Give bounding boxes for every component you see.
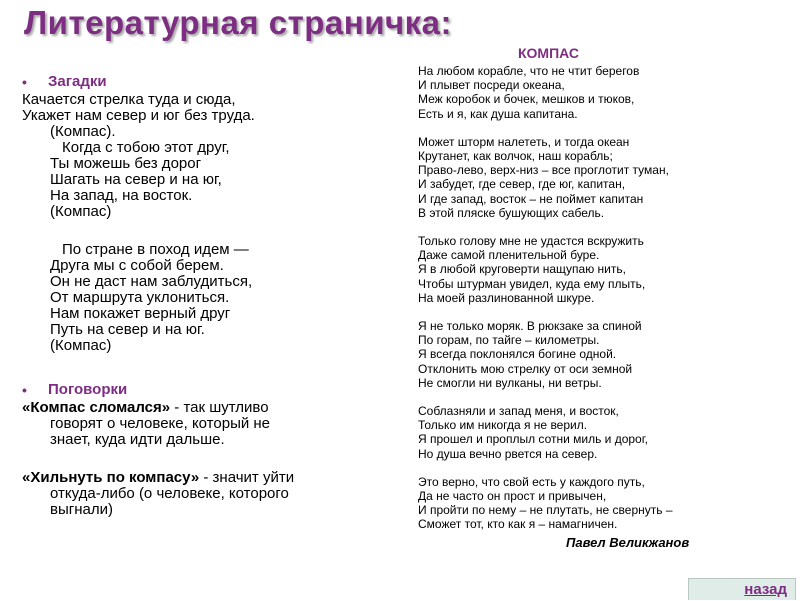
poem-line: На моей разлинованной шкуре. — [418, 290, 595, 305]
poem-line: Только им никогда я не верил. — [418, 418, 588, 433]
poem-line: На любом корабле, что не чтит берегов — [418, 64, 640, 78]
poem-line: Отклонить мою стрелку от оси земной — [418, 361, 633, 376]
saying-1 — [22, 400, 362, 448]
poem-title: КОМПАС — [518, 45, 580, 61]
riddle-line: Он не даст нам заблудиться, — [50, 273, 253, 290]
riddle-2 — [22, 140, 362, 220]
poem — [418, 46, 798, 550]
poem-line: Да не часто он прост и привычен, — [418, 489, 607, 504]
riddle-line: На запад, на восток. — [50, 187, 193, 204]
poem-author: Павел Великжанов — [566, 534, 690, 550]
left-column — [22, 72, 362, 518]
poem-line: По горам, по тайге – километры. — [418, 333, 600, 348]
poem-line: Право-лево, верх-низ – все проглотит туман, — [418, 163, 669, 178]
poem-line: Чтобы штурман увидел, куда ему плыть, — [418, 276, 646, 291]
poem-line: Меж коробок и бочек, мешков и тюков, — [418, 92, 635, 107]
riddle-line: Друга мы с собой берем. — [50, 257, 224, 274]
back-button[interactable]: назад — [688, 578, 796, 600]
poem-line: Есть и я, как душа капитана. — [418, 106, 578, 121]
riddle-line: Ты можешь без дорог — [50, 155, 202, 172]
poem-line: Сможет тот, кто как я – намагничен. — [418, 517, 618, 532]
saying-text: - значит уйти — [199, 469, 295, 486]
riddle-answer: (Компас) — [50, 337, 112, 354]
riddle-line: Укажет нам север и юг без труда. — [22, 107, 255, 124]
saying-text: - так шутливо — [170, 399, 269, 416]
page-title: Литературная страничка: — [24, 4, 452, 41]
poem-line: Крутанет, как волчок, наш корабль; — [418, 149, 613, 164]
saying-phrase: «Компас сломался» — [22, 399, 171, 416]
poem-line: Это верно, что свой есть у каждого путь, — [418, 474, 645, 489]
riddle-1 — [22, 92, 362, 140]
poem-line: И забудет, где север, где юг, капитан, — [418, 177, 626, 192]
poem-stanza — [418, 234, 798, 305]
poem-line: Не смогли ни вулканы, ни ветры. — [418, 375, 602, 390]
poem-line: Но душа вечно рвется на север. — [418, 446, 598, 461]
sayings-heading — [22, 380, 362, 400]
riddle-line: Нам покажет верный друг — [50, 305, 231, 322]
poem-line: Только голову мне не удастся вскружить — [418, 234, 644, 249]
riddle-line: От маршрута уклониться. — [50, 289, 230, 306]
riddles-heading-label: Загадки — [48, 73, 107, 90]
poem-stanza — [418, 319, 798, 390]
poem-stanza — [418, 404, 798, 461]
saying-phrase: «Хильнуть по компасу» — [22, 469, 200, 486]
saying-text: выгнали) — [50, 501, 113, 518]
poem-line: Я прошел и проплыл сотни миль и дорог, — [418, 432, 648, 447]
poem-stanza — [418, 135, 798, 220]
riddle-line: По стране в поход идем — — [62, 241, 249, 258]
riddle-answer: (Компас) — [50, 203, 112, 220]
saying-text: говорят о человеке, который не — [50, 415, 271, 432]
riddle-line: Качается стрелка туда и сюда, — [22, 91, 236, 108]
sayings-heading-label: Поговорки — [48, 381, 128, 398]
saying-text: откуда-либо (о человеке, которого — [50, 485, 289, 502]
poem-line: И пройти по нему – не плутать, не свернуть – — [418, 503, 673, 518]
poem-stanza — [418, 475, 798, 532]
poem-line: Соблазняли и запад меня, и восток, — [418, 404, 619, 419]
poem-line: Я всегда поклонялся богине одной. — [418, 347, 617, 362]
riddle-line: Путь на север и на юг. — [50, 321, 205, 338]
bullet-icon: • — [22, 382, 27, 398]
saying-text: знает, куда идти дальше. — [50, 431, 225, 448]
riddle-line: Когда с тобою этот друг, — [62, 139, 230, 156]
poem-line: Я в любой круговерти нащупаю нить, — [418, 262, 626, 277]
poem-line: И где запад, восток – не поймет капитан — [418, 191, 644, 206]
poem-line: И плывет посреди океана, — [418, 78, 565, 93]
poem-line: Может шторм налететь, и тогда океан — [418, 134, 630, 149]
riddle-answer: (Компас). — [50, 123, 116, 140]
saying-2 — [22, 470, 362, 518]
riddle-line: Шагать на север и на юг, — [50, 171, 222, 188]
poem-line: В этой пляске бушующих сабель. — [418, 205, 605, 220]
bullet-icon: • — [22, 74, 27, 90]
poem-line: Я не только моряк. В рюкзаке за спиной — [418, 319, 642, 334]
poem-stanzas — [418, 64, 798, 532]
poem-stanza — [418, 64, 798, 121]
riddles-heading — [22, 72, 362, 92]
riddle-3 — [22, 242, 362, 354]
poem-line: Даже самой пленительной буре. — [418, 248, 600, 263]
